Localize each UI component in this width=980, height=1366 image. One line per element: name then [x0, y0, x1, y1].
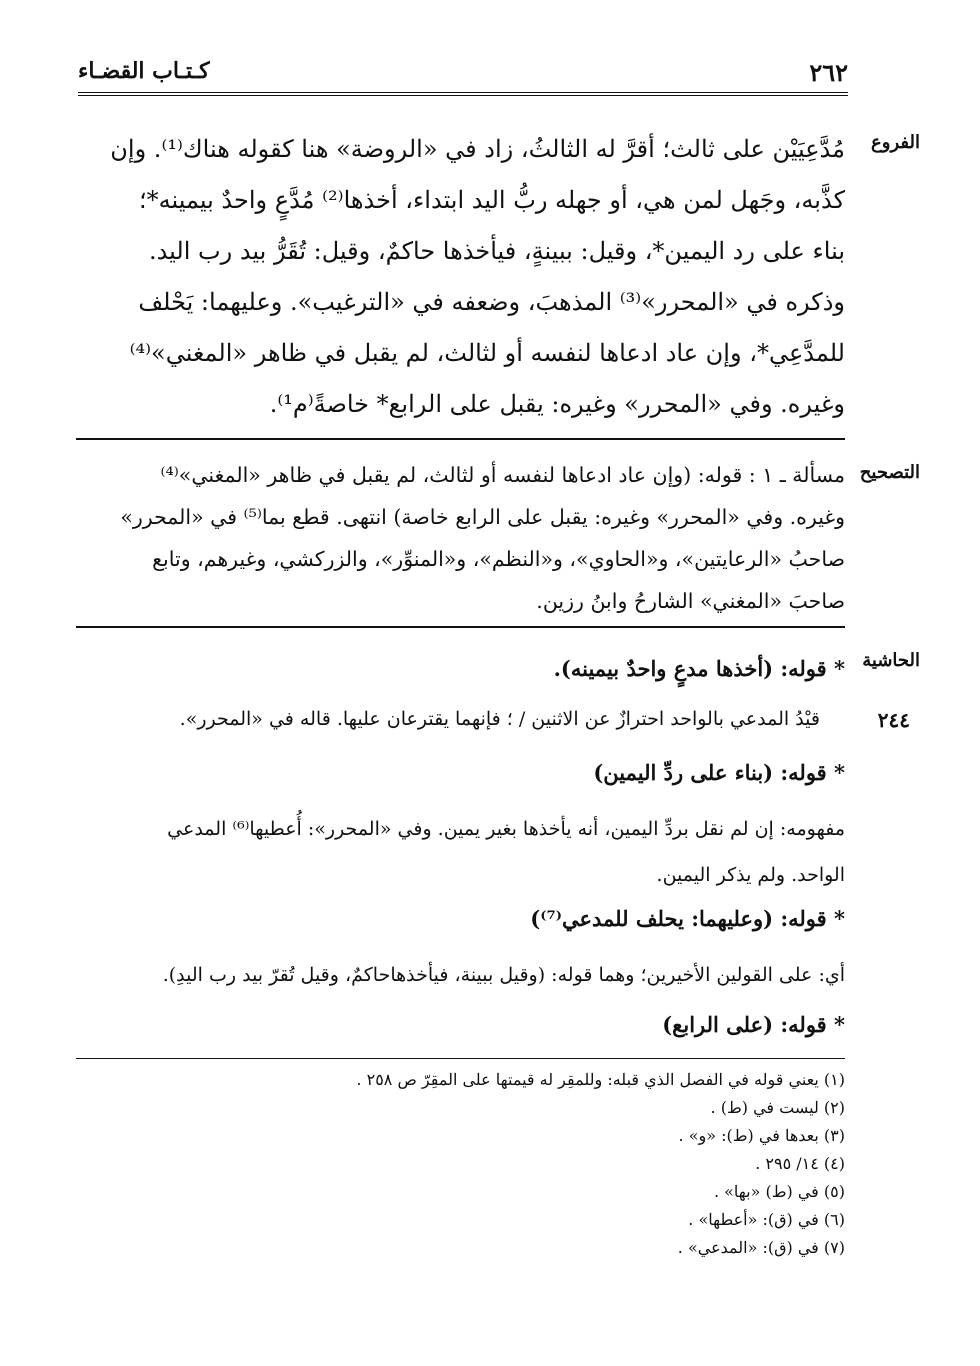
hashiya-heading: * قوله: (بناء على ردِّ اليمين) — [593, 760, 845, 785]
furu-line: وذكره في «المحرر»⁽³⁾ المذهبَ، وضعفه في «الترغيب». وعليهما: يَحْلف — [138, 288, 845, 316]
hashiya-text: أي: على القولين الأخيرين؛ وهما قوله: (وقيل ببينة، فيأخذهاحاكمٌ، وقيل تُقرّ بيد رب اليدِ). — [162, 964, 845, 986]
footnote: (٢) ليست في (ط) . — [710, 1098, 845, 1117]
footnote: (١) يعني قوله في الفصل الذي قبله: وللمقِر له قيمتها على المقِرّ ص ٢٥٨ . — [356, 1070, 845, 1089]
tashih-line: صاحبَ «المغني» الشارحُ وابنُ رزين. — [536, 589, 845, 613]
label-tashih: التصحيح — [859, 462, 920, 483]
label-hashiya: الحاشية — [862, 650, 920, 671]
hashiya-text: مفهومه: إن لم نقل بردِّ اليمين، أنه يأخذها بغير يمين. وفي «المحرر»: أُعطيها⁽⁶⁾ المدعي — [167, 818, 845, 840]
footnote: (٦) في (ق): «أعطها» . — [688, 1210, 845, 1229]
tashih-line: وغيره. وفي «المحرر» وغيره: يقبل على الرابع خاصة) انتهى. قطع بما⁽⁵⁾ في «المحرر» — [120, 505, 845, 529]
tashih-section — [76, 454, 845, 622]
furu-line: بناء على رد اليمين*، وقيل: ببينةٍ، فيأخذها حاكمٌ، وقيل: تُقَرُّ بيد رب اليد. — [148, 237, 845, 265]
footnote: (٧) في (ق): «المدعي» . — [677, 1238, 845, 1257]
section-divider — [76, 626, 845, 628]
tashih-line: صاحبُ «الرعايتين»، و«الحاوي»، و«النظم»، و«المنوِّر»، والزركشي، وغيرهم، وتابع — [152, 547, 845, 571]
hashiya-text: الواحد. ولم يذكر اليمين. — [656, 864, 845, 886]
footnote: (٤) ١٤/ ٢٩٥ . — [755, 1154, 845, 1173]
furu-line: كذَّبه، وجَهل لمن هي، أو جهله ربُّ اليد ابتداء، أخذها⁽²⁾ مُدَّعٍ واحدٌ بيمينه*؛ — [139, 186, 845, 214]
hashiya-heading: * قوله: (على الرابع) — [662, 1012, 845, 1037]
section-divider — [76, 438, 845, 440]
footnote-divider — [76, 1058, 845, 1059]
furu-line: وغيره. وفي «المحرر» وغيره: يقبل على الرابع* خاصةً⁽م¹⁾. — [269, 390, 845, 418]
footnotes — [76, 1066, 845, 1262]
label-furu: الفروع — [871, 132, 920, 153]
furu-line: للمدَّعِي*، وإن عاد ادعاها لنفسه أو لثالث، لم يقبل في ظاهر «المغني»⁽⁴⁾ — [129, 339, 845, 367]
hashiya-heading: * قوله: (أخذها مدعٍ واحدٌ بيمينه). — [553, 656, 845, 681]
footnote: (٣) بعدها في (ط): «و» . — [678, 1126, 845, 1145]
marginal-number: ٢٤٤ — [877, 708, 910, 732]
page-number: ٢٦٢ — [809, 58, 848, 87]
header-rule — [78, 92, 848, 96]
hashiya-heading: * قوله: (وعليهما: يحلف للمدعي⁽⁷⁾) — [530, 906, 845, 931]
furu-line: مُدَّعِيَيْن على ثالث؛ أقرَّ له الثالثُ، زاد في «الروضة» هنا كقوله هناك⁽¹⁾. وإن — [110, 135, 845, 163]
hashiya-text: قيْدُ المدعي بالواحد احترازٌ عن الاثنين / ؛ فإنهما يقترعان عليها. قاله في «المحرر». — [179, 708, 820, 730]
furu-section — [76, 124, 845, 430]
running-title: كـتـاب القضـاء — [78, 58, 210, 84]
tashih-line: مسألة ـ ١ : قوله: (وإن عاد ادعاها لنفسه أو لثالث، لم يقبل في ظاهر «المغني»⁽⁴⁾ — [160, 463, 845, 487]
footnote: (٥) في (ط) «بها» . — [713, 1182, 845, 1201]
